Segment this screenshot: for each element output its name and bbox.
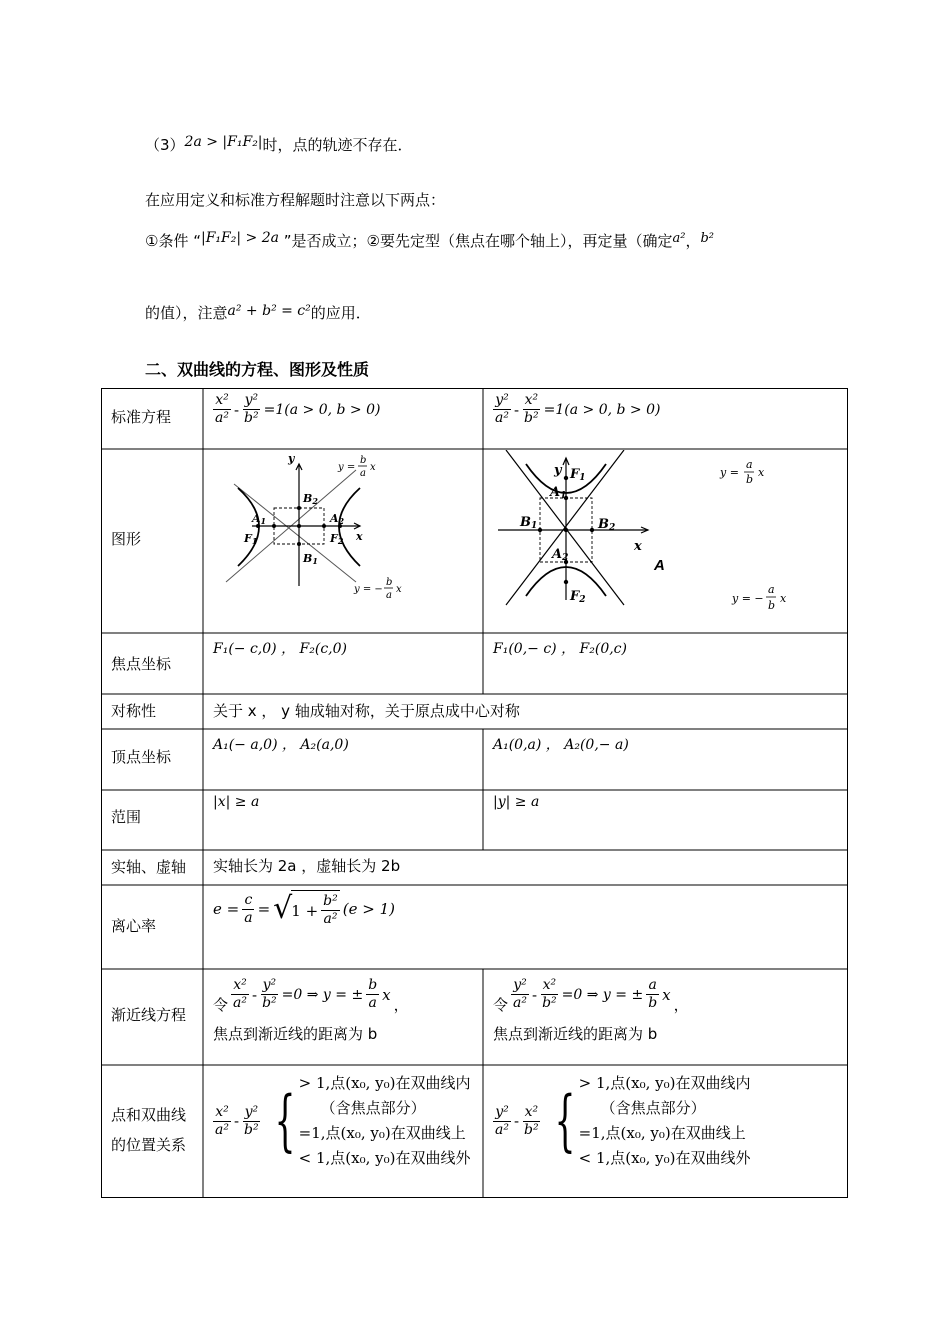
f1-label: F1 (244, 532, 258, 546)
x-axis-label: x (634, 539, 642, 554)
asym-left-prefix: 令 (213, 996, 229, 1014)
num: a (648, 977, 657, 993)
asym-right-frac2 (540, 977, 559, 1012)
tail-suffix: 的应用． (310, 304, 371, 322)
row-label-position-line1: 点和双曲线 (111, 1106, 187, 1124)
radical-sign: √ (273, 891, 293, 926)
origin-dot (564, 528, 568, 532)
num: x² (524, 392, 539, 408)
row-label-eccentricity: 离心率 (111, 917, 157, 935)
pos-left-case-note: （含焦点部分） (320, 1099, 426, 1117)
asym-right-var: x (662, 985, 671, 1004)
num: y² (513, 977, 527, 993)
asym-top-lhs: y = (338, 462, 356, 473)
pos-left-cases (299, 1071, 471, 1171)
den: b² (524, 410, 539, 426)
rad-frac (321, 893, 340, 928)
den: a (244, 909, 253, 926)
num: y² (244, 1103, 259, 1120)
asym-left-var: x (382, 985, 391, 1004)
x-axis-label: x (356, 530, 363, 543)
a2-label: A2 (552, 547, 569, 563)
item-3-prefix: （3） (145, 136, 185, 154)
asymptote-left (213, 974, 409, 1044)
pos-right-frac1 (493, 1104, 511, 1139)
asym-right-frac1 (511, 977, 529, 1012)
a1-label: A1 (550, 485, 567, 501)
asym-right-note: 焦点到渐近线的距离为 b (493, 1025, 658, 1043)
num: x² (215, 392, 229, 408)
focus-f2-dot (564, 580, 568, 584)
num: x² (542, 977, 557, 993)
row-label-position-line2: 的位置关系 (111, 1136, 187, 1154)
den: a² (513, 995, 527, 1011)
asym-bot-den: b (768, 599, 776, 612)
b2-label: B2 (303, 492, 318, 506)
den: b² (542, 995, 557, 1011)
focus-right: F₁(0,− c) ， F₂(0,c) (493, 641, 627, 657)
pos-left-case-on: =1,点(x₀, y₀)在双曲线上 (298, 1124, 466, 1142)
num: y² (495, 1103, 509, 1120)
origin-dot (297, 524, 301, 528)
asym-left-frac1 (231, 977, 249, 1012)
focus-left: F₁(− c,0) ， F₂(c,0) (213, 641, 347, 657)
condition-line (145, 230, 714, 251)
num: y² (262, 977, 277, 993)
row-label-vertex: 顶点坐标 (111, 748, 172, 766)
tail-prefix: 的值），注意 (145, 304, 228, 322)
den: b² (244, 1121, 259, 1138)
eccentricity-formula (213, 890, 395, 928)
std-eq-left: $\frac{\text{x²}}{\text{a²}}$ - $\frac{\text{y²}}{\text{b²}}$ =1(a > 0, b > 0) (215, 392, 381, 426)
asymptote-right (493, 974, 689, 1044)
graph-horizontal-hyperbola (204, 450, 482, 632)
asym-left-note: 焦点到渐近线的距离为 b (213, 1025, 378, 1043)
asym-right-comma: ， (673, 996, 689, 1014)
std-eq-right-frac2 (522, 392, 541, 427)
symmetry-text: 关于 x ， y 轴成轴对称，关于原点成中心对称 (213, 702, 520, 720)
ecc-cond: (e > 1) (342, 900, 395, 918)
den: a² (233, 995, 247, 1011)
num: x² (524, 1103, 539, 1120)
b2-dot (297, 506, 301, 510)
asym-left-slope (366, 977, 379, 1012)
pos-right-case-outside: < 1,点(x₀, y₀)在双曲线外 (578, 1149, 751, 1167)
pos-right-case-on: =1,点(x₀, y₀)在双曲线上 (578, 1124, 746, 1142)
asym-bot-num: b (386, 577, 393, 588)
num: y² (495, 392, 509, 408)
den: a² (215, 1121, 229, 1138)
den: a² (215, 410, 229, 426)
asym-left-frac2 (260, 977, 279, 1012)
pos-right-cases (579, 1071, 751, 1171)
b2-label: B2 (598, 517, 616, 533)
asym-top-var: x (758, 466, 765, 479)
asym-left-mid: =0 ⇒ y = ± (281, 986, 364, 1003)
range-right: |y| ≥ a (493, 794, 540, 810)
pos-right-case-inside: > 1,点(x₀, y₀)在双曲线内 (578, 1074, 751, 1092)
asym-left-eq: 令 $\frac{\text{x²}}{\text{a²}}$ - $\frac{\text{y²}}{\text{b²}}$ =0 ⇒ y = ± $\frac{b}{a}$ x ， (213, 977, 409, 1014)
row-label-range: 范围 (111, 808, 142, 826)
row-label-graph: 图形 (111, 530, 142, 548)
vertex-left: A₁(− a,0) ， A₂(a,0) (213, 737, 349, 753)
std-eq-right-frac1 (493, 392, 511, 427)
rad-one: 1 + (291, 901, 319, 920)
b1-label: B1 (303, 552, 318, 566)
den: b² (262, 995, 277, 1011)
den: b (648, 995, 658, 1011)
left-brace: { (274, 1082, 296, 1159)
ecc-frac (242, 892, 254, 927)
b1-label: B1 (520, 515, 538, 531)
row-label-focus: 焦点坐标 (111, 655, 172, 673)
graph-vertical-hyperbola (484, 450, 847, 632)
asym-top-var: x (370, 462, 376, 473)
pos-right-case-note: （含焦点部分） (600, 1099, 706, 1117)
den: a² (323, 911, 338, 927)
asym-top-den: b (746, 473, 754, 486)
asym-left-comma: ， (393, 996, 409, 1014)
ecc-lhs: e = (213, 900, 240, 918)
radicand (291, 890, 339, 928)
y-axis-label: y (554, 463, 562, 478)
num: c (244, 891, 253, 908)
num: x² (233, 977, 247, 993)
left-brace: { (554, 1082, 576, 1159)
vertex-a2-dot (322, 524, 326, 528)
std-eq-right-rest: =1(a > 0, b > 0) (543, 401, 661, 418)
tail-math: a² + b² = c² (227, 303, 311, 319)
b1-dot (297, 542, 301, 546)
asym-top-den: a (360, 468, 366, 479)
focus-f1-dot (564, 476, 568, 480)
item-3 (145, 134, 413, 155)
cond-math: |F₁F₂| > 2a (201, 230, 279, 246)
row-label-standard-eq: 标准方程 (111, 408, 172, 426)
asym-bot-num: a (768, 583, 775, 596)
properties-table (101, 388, 848, 1198)
pos-left-frac1 (213, 1104, 231, 1139)
f2-label: F2 (330, 532, 344, 546)
vertex-right: A₁(0,a) ， A₂(0,− a) (493, 737, 629, 753)
row-label-symmetry: 对称性 (111, 702, 157, 720)
asym-right-prefix: 令 (493, 996, 509, 1014)
cond-comma: ， (685, 232, 701, 250)
asym-right-slope (646, 977, 659, 1012)
pos-left-case-inside: > 1,点(x₀, y₀)在双曲线内 (298, 1074, 471, 1092)
asym-bot-var: x (396, 584, 402, 595)
cond-prefix: ①条件 “ (145, 232, 201, 250)
b2-dot (590, 528, 594, 532)
row-label-axes: 实轴、虚轴 (111, 858, 187, 876)
den: a (368, 995, 377, 1011)
section-title: 二、双曲线的方程、图形及性质 (145, 360, 370, 379)
position-right: $\frac{\text{y²}}{\text{a²}}$ - $\frac{\text{x²}}{\text{b²}}$ { > 1,点(x₀, y₀)在双曲线内 （含焦点部分） =1,点(x₀, y₀)在双曲线上 < 1,点(x₀, y₀)在双曲线外 (493, 1071, 750, 1171)
row-label-asymptote: 渐近线方程 (111, 1006, 187, 1024)
cond-a2: a² (672, 231, 686, 246)
ecc-eq: = (257, 900, 271, 918)
item-3-suffix: 时，点的轨迹不存在． (262, 136, 413, 154)
position-left: $\frac{\text{x²}}{\text{a²}}$ - $\frac{\text{y²}}{\text{b²}}$ { > 1,点(x₀, y₀)在双曲线内 （含焦点部分） =1,点(x₀, y₀)在双曲线上 < 1,点(x₀, y₀)在双曲线外 (213, 1071, 470, 1171)
b1-dot (538, 528, 542, 532)
stray-a-label: A (654, 557, 665, 574)
asym-bot-var: x (780, 592, 787, 605)
cond-b2: b² (700, 231, 715, 246)
f2-label: F2 (570, 589, 586, 605)
item-3-math: 2a > |F₁F₂| (184, 134, 263, 150)
num: x² (215, 1103, 229, 1120)
asym-bot-lhs: y = − (354, 584, 383, 595)
axes-text: 实轴长为 2a ，虚轴长为 2b (213, 857, 401, 875)
num: y² (244, 392, 259, 408)
pos-left-case-outside: < 1,点(x₀, y₀)在双曲线外 (298, 1149, 471, 1167)
asym-top-num: b (360, 455, 367, 466)
std-eq-left-rest: =1(a > 0, b > 0) (263, 401, 381, 418)
a2-label: A2 (330, 512, 345, 526)
asym-bot-den: a (386, 590, 392, 601)
den: a² (495, 1121, 509, 1138)
note-line: 在应用定义和标准方程解题时注意以下两点： (145, 191, 446, 209)
row-label-position (111, 1100, 186, 1160)
pos-right-frac2 (522, 1104, 541, 1139)
y-axis-label: y (288, 452, 295, 465)
std-eq-left-frac1 (213, 392, 231, 427)
asym-right-eq: 令 $\frac{\text{y²}}{\text{a²}}$ - $\frac{\text{x²}}{\text{b²}}$ =0 ⇒ y = ± $\frac{a}{b}$ x ， (493, 977, 689, 1014)
pos-left-frac2 (242, 1104, 261, 1139)
asym-right-mid: =0 ⇒ y = ± (561, 986, 644, 1003)
den: b² (524, 1121, 539, 1138)
num: b² (323, 893, 338, 909)
tail-line (145, 302, 371, 323)
range-left: |x| ≥ a (213, 794, 260, 810)
std-eq-right: $\frac{\text{y²}}{\text{a²}}$ - $\frac{\text{x²}}{\text{b²}}$ =1(a > 0, b > 0) (495, 392, 661, 426)
asym-top-num: a (746, 458, 753, 471)
f1-label: F1 (570, 467, 586, 483)
a1-label-text: A1 (252, 512, 267, 526)
den: b² (244, 410, 259, 426)
asym-bot-lhs: y = − (732, 592, 764, 605)
vertex-a1-dot (272, 524, 276, 528)
asym-top-lhs: y = (720, 466, 739, 479)
std-eq-left-frac2 (242, 392, 261, 427)
den: a² (495, 410, 509, 426)
num: b (368, 977, 378, 993)
left-branch (238, 488, 259, 566)
cond-mid: ”是否成立；②要先定型（焦点在哪个轴上），再定量（确定 (278, 232, 673, 250)
